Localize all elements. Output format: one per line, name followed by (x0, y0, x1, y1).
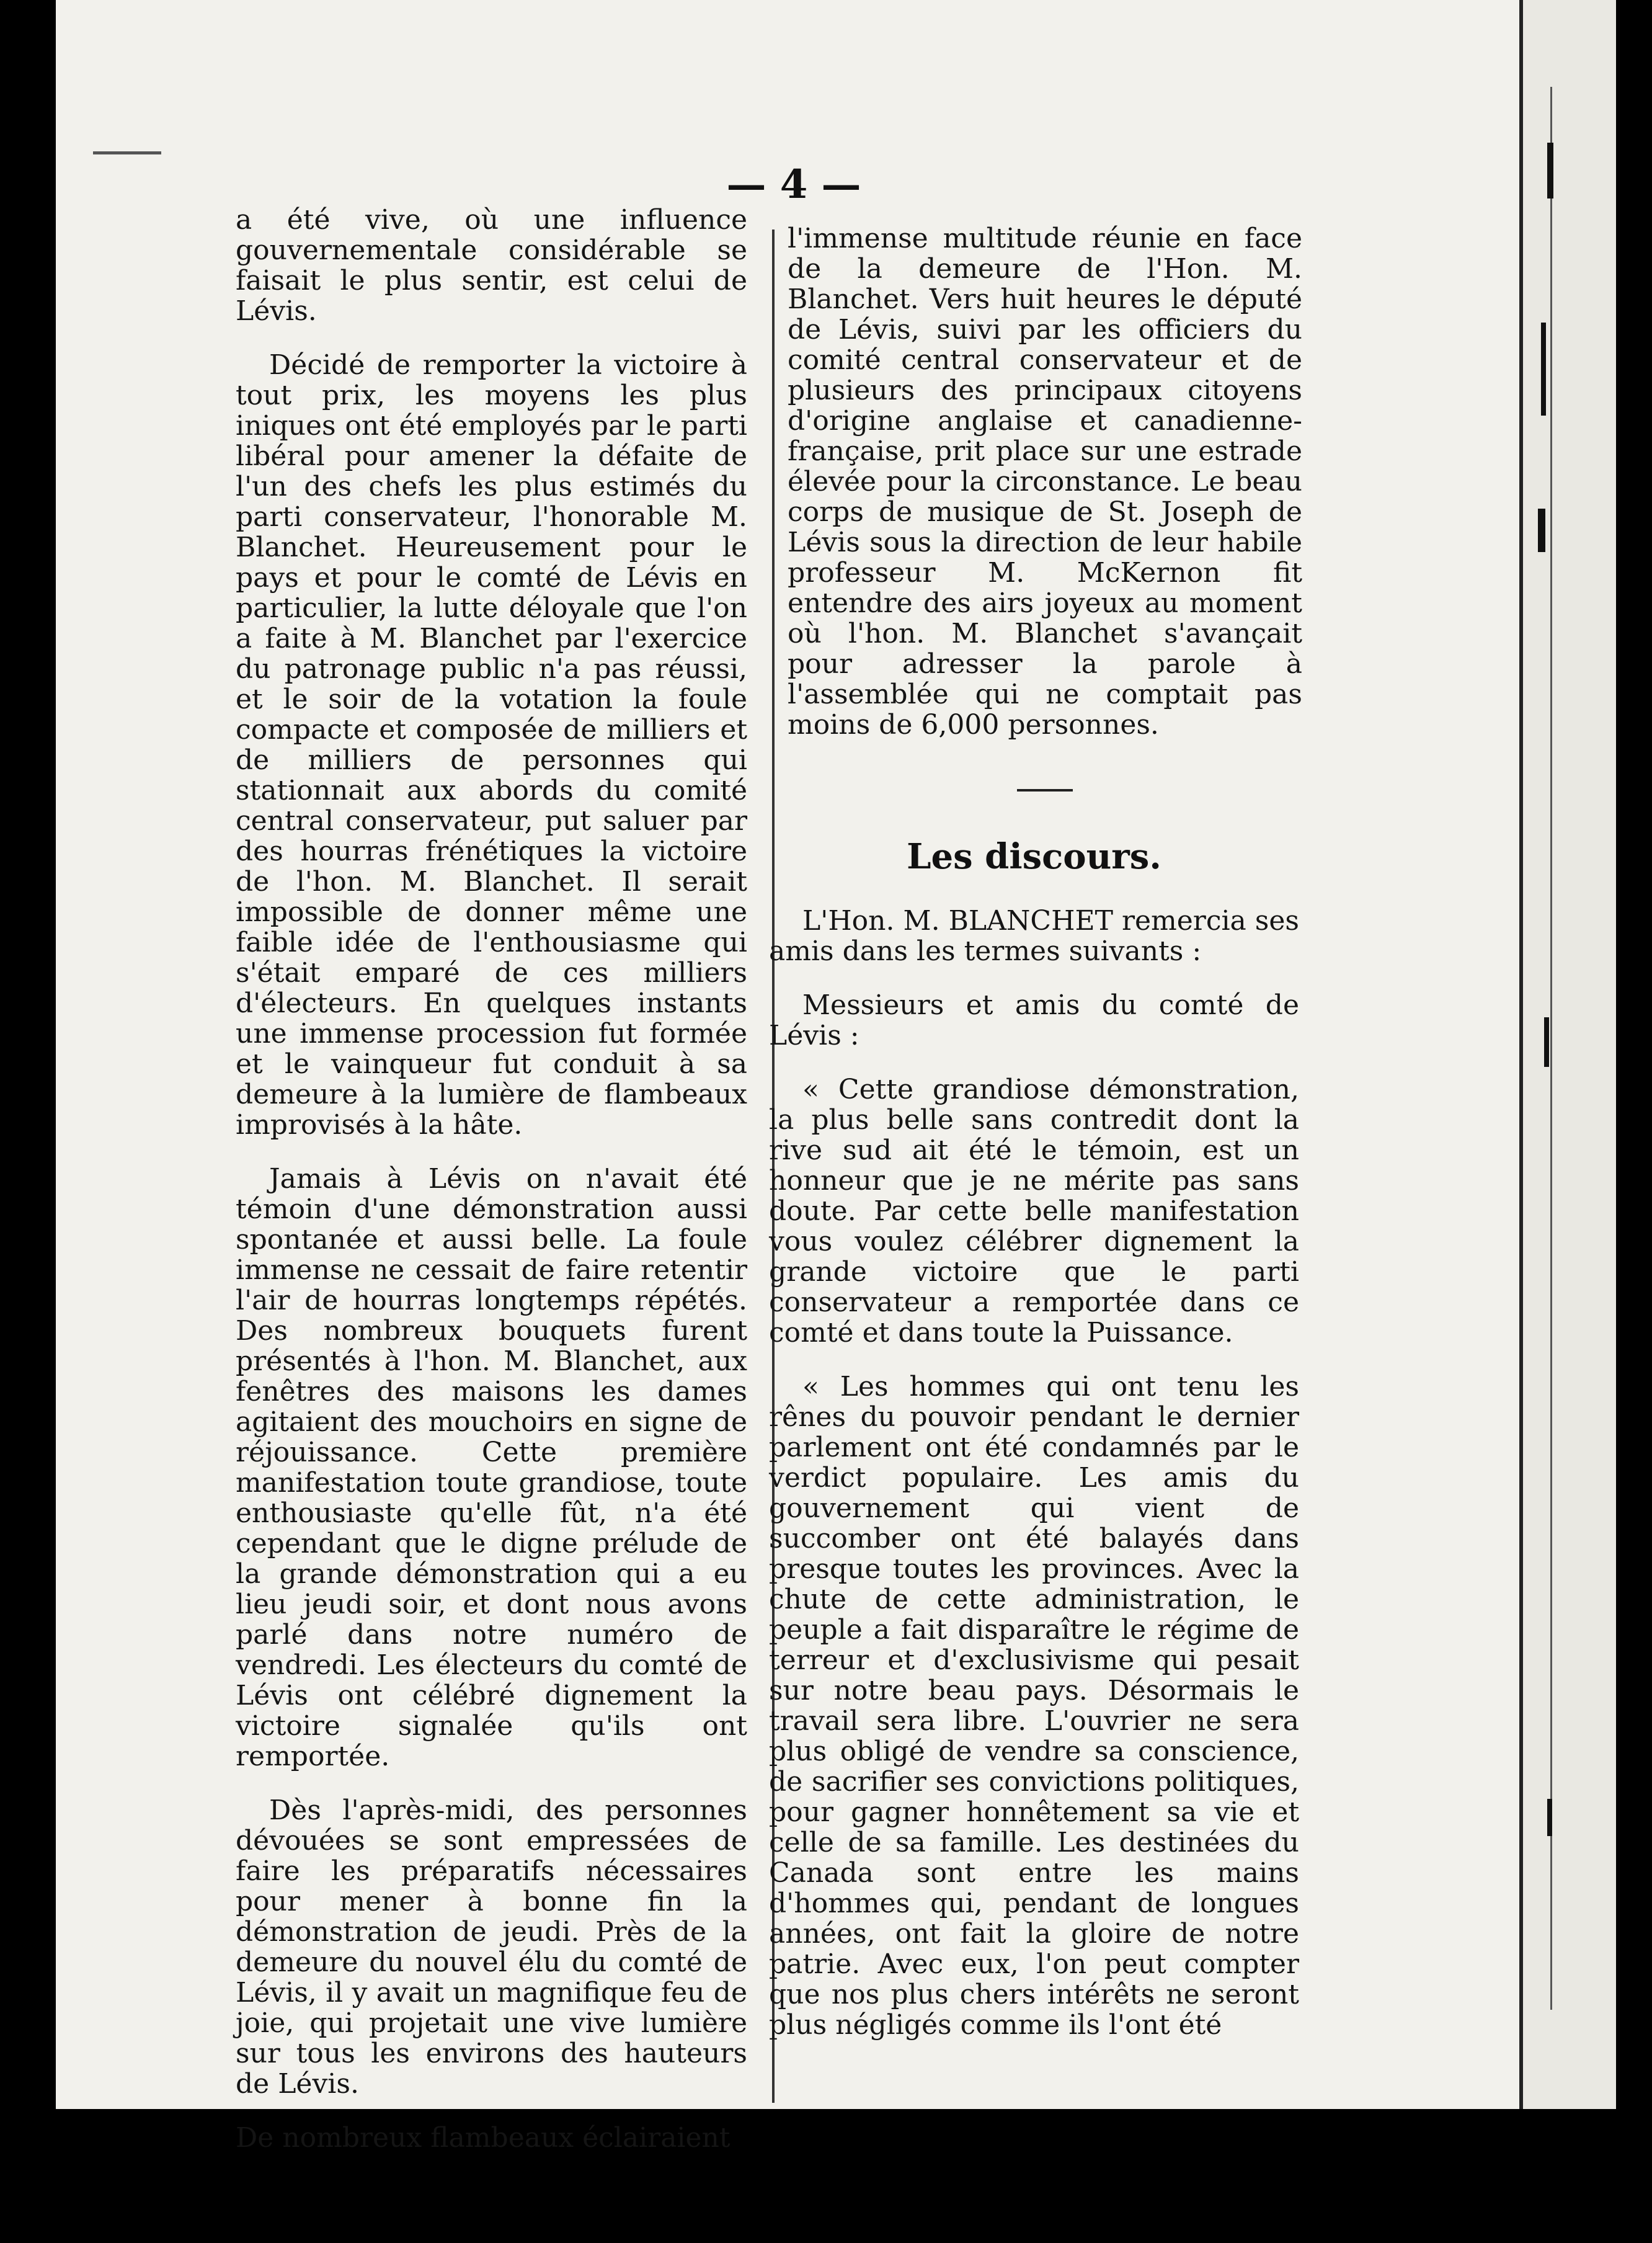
paragraph: L'Hon. M. BLANCHET remercia ses amis dans les termes suivants : (769, 905, 1299, 967)
paragraph: Décidé de remporter la victoire à tout prix, les moyens les plus iniques ont été employés par le parti libéral pour amener la défaite de l'un des chefs les plus estimés du parti conservateur, l'honorable M. Blanchet. Heureusement pour le pays et pour le comté de Lévis en particulier, la lutte déloyale que l'on a faite à M. Blanchet par l'exercice du patronage public n'a pas réussi, et le soir de la votation la foule compacte et composée de milliers et de milliers de personnes qui stationnait aux abords du comité central conservateur, put saluer par des hourras frénétiques la victoire de l'hon. M. Blanchet. Il serait impossible de donner même une faible idée de l'enthousiasme qui s'était emparé de ces milliers d'électeurs. En quelques instants une immense procession fut formée et le vainqueur fut conduit à sa demeure à la lumière de flambeaux improvisés à la hâte. (236, 349, 747, 1141)
margin-mark (1547, 143, 1553, 198)
margin-mark (1544, 1017, 1549, 1067)
paragraph: De nombreux flambeaux éclairaient (236, 2122, 731, 2154)
paragraph: « Les hommes qui ont tenu les rênes du pouvoir pendant le dernier parlement ont été condamnés par le verdict populaire. Les amis du gouvernement qui vient de succomber ont été balayés dans presque toutes les provinces. Avec la chute de cette administration, le peuple a fait disparaître le régime de terreur et d'exclusivisme qui pesait sur notre beau pays. Désormais le travail sera libre. L'ouvrier ne sera plus obligé de vendre sa conscience, de sacrifier ses convictions politiques, pour gagner honnêtement sa vie et celle de sa famille. Les destinées du Canada sont entre les mains d'hommes qui, pendant de longues années, ont fait la gloire de notre patrie. Avec eux, l'on peut compter que nos plus chers intérêts ne seront plus négligés comme ils l'ont été (769, 1371, 1299, 2041)
page-gutter-line (1550, 87, 1589, 2010)
right-column-intro (788, 223, 1302, 764)
paragraph: Jamais à Lévis on n'avait été témoin d'une démonstration aussi spontanée et aussi belle. La foule immense ne cessait de faire retentir l'air de hourras longtemps répétés. Des nombreux bouquets furent présentés à l'hon. M. Blanchet, aux fenêtres des maisons les dames agitaient des mouchoirs en signe de réjouissance. Cette première manifestation toute grandiose, toute enthousiaste qu'elle fût, n'a été cependant que le digne prélude de la grande démonstration qui a eu lieu jeudi soir, et dont nous avons parlé dans notre numéro de vendredi. Les électeurs du comté de Lévis ont célébré dignement la victoire signalée qu'ils ont remportée. (236, 1163, 747, 1772)
section-rule (1017, 789, 1073, 792)
right-column-speech (769, 906, 1299, 2064)
section-heading: Les discours. (907, 836, 1161, 877)
paragraph: l'immense multitude réunie en face de la demeure de l'Hon. M. Blanchet. Vers huit heures le député de Lévis, suivi par les officiers du comité central conservateur et de plusieurs des principaux citoyens d'origine anglaise et canadienne-française, prit place sur une estrade élevée pour la circonstance. Le beau corps de musique de St. Joseph de Lévis sous la direction de leur habile professeur M. McKernon fit entendre des airs joyeux au moment où l'hon. M. Blanchet s'avançait pour adresser la parole à l'assemblée qui ne comptait pas moins de 6,000 personnes. (788, 223, 1302, 741)
page-number: — 4 — (726, 161, 861, 208)
paragraph: « Cette grandiose démonstration, la plus belle sans contredit dont la rive sud ait été le témoin, est un honneur que je ne mérite pas sans doute. Par cette belle manifestation vous voulez célébrer dignement la grande victoire que le parti conservateur a remportée dans ce comté et dans toute la Puissance. (769, 1074, 1299, 1349)
paragraph: Messieurs et amis du comté de Lévis : (769, 989, 1299, 1051)
margin-mark (1541, 323, 1546, 416)
margin-mark (1547, 1799, 1552, 1836)
paragraph: Dès l'après-midi, des personnes dévouées se sont empressées de faire les préparatifs nécessaires pour mener à bonne fin la démonstration de jeudi. Près de la demeure du nouvel élu du comté de Lévis, il y avait un magnifique feu de joie, qui projetait une vive lumière sur tous les environs des hauteurs de Lévis. (236, 1795, 747, 2100)
paragraph: a été vive, où une influence gouvernementale considérable se faisait le plus sentir, est celui de Lévis. (236, 204, 747, 327)
left-column (236, 205, 747, 2177)
header-rule (93, 151, 161, 154)
margin-mark (1538, 509, 1545, 552)
